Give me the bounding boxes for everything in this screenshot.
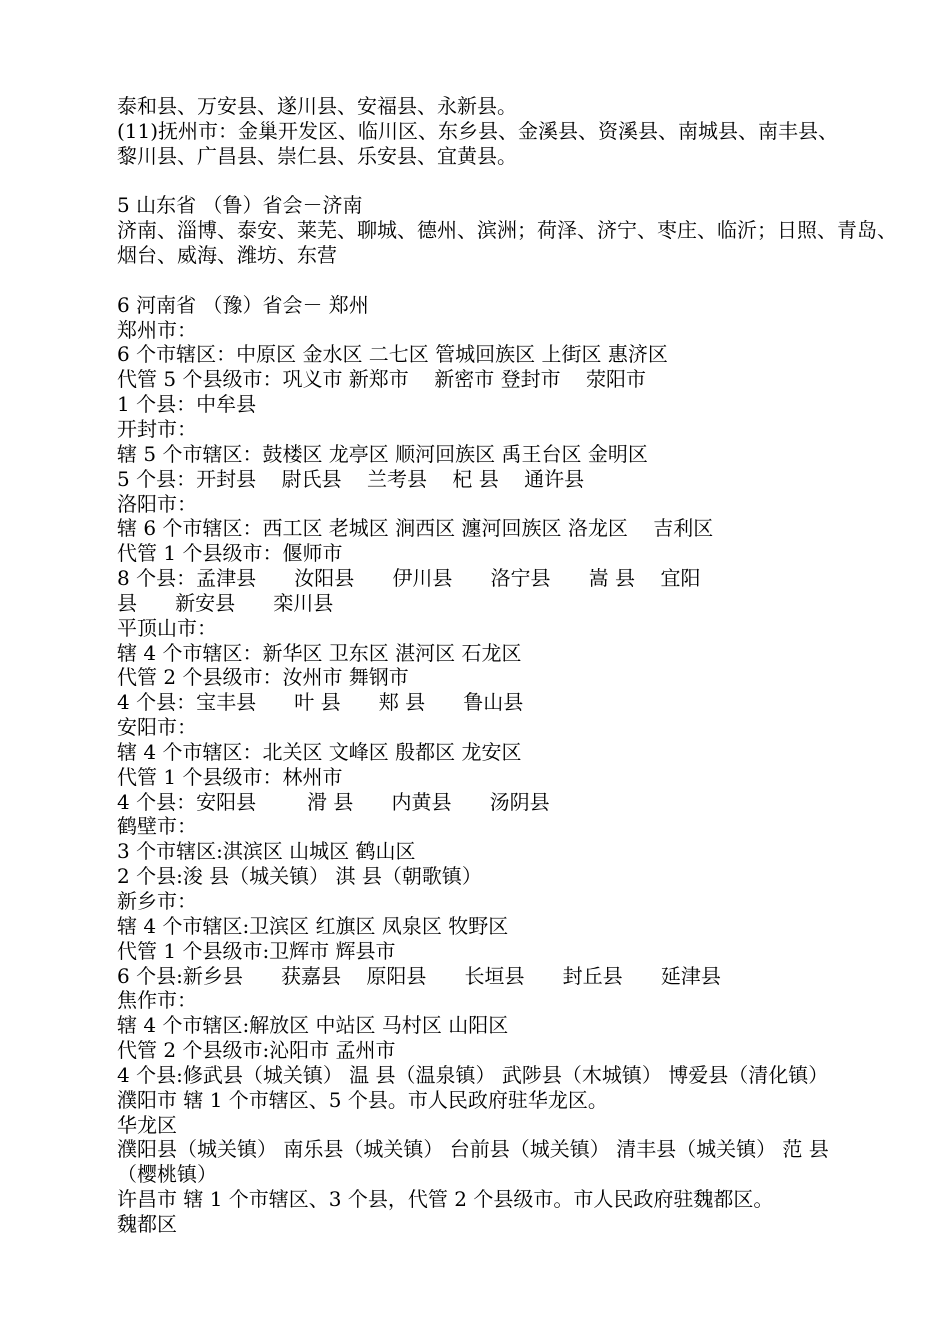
text-line: 郑州市： bbox=[117, 317, 197, 342]
text-line: 平顶山市： bbox=[117, 615, 217, 640]
text-line: 济南、淄博、泰安、莱芜、聊城、德州、滨洲；荷泽、济宁、枣庄、临沂；日照、青岛、 bbox=[117, 218, 897, 243]
text-line: 1 个县：中牟县 bbox=[117, 392, 257, 417]
text-line: 华龙区 bbox=[117, 1112, 177, 1137]
text-line: 洛阳市： bbox=[117, 491, 197, 516]
text-line: 辖 5 个市辖区：鼓楼区 龙亭区 顺河回族区 禹王台区 金明区 bbox=[117, 441, 648, 466]
blank-line bbox=[117, 268, 887, 293]
text-line: 代管 5 个县级市：巩义市 新郑市 新密市 登封市 荥阳市 bbox=[117, 367, 647, 392]
text-line: 黎川县、广昌县、崇仁县、乐安县、宜黄县。 bbox=[117, 143, 517, 168]
text-line: 4 个县：宝丰县 叶 县 郏 县 鲁山县 bbox=[117, 690, 524, 715]
blank-line bbox=[117, 169, 887, 194]
text-line: （樱桃镇） bbox=[117, 1162, 217, 1187]
text-line: 4 个县:修武县（城关镇） 温 县（温泉镇） 武陟县（木城镇） 博爱县（清化镇） bbox=[117, 1062, 829, 1087]
text-line: 代管 1 个县级市:卫辉市 辉县市 bbox=[117, 938, 396, 963]
text-line: 6 河南省 （豫）省会－ 郑州 bbox=[117, 292, 369, 317]
text-line: 焦作市： bbox=[117, 988, 197, 1013]
text-line: 县 新安县 栾川县 bbox=[117, 590, 334, 615]
text-line: 辖 4 个市辖区：新华区 卫东区 湛河区 石龙区 bbox=[117, 640, 522, 665]
text-line: 开封市： bbox=[117, 416, 197, 441]
text-line: 6 个市辖区：中原区 金水区 二七区 管城回族区 上街区 惠济区 bbox=[117, 342, 668, 367]
text-line: 3 个市辖区:淇滨区 山城区 鹤山区 bbox=[117, 839, 416, 864]
text-line: 烟台、威海、潍坊、东营 bbox=[117, 243, 337, 268]
text-line: 鹤壁市： bbox=[117, 814, 197, 839]
document-body bbox=[117, 94, 897, 1237]
text-line: 辖 4 个市辖区:解放区 中站区 马村区 山阳区 bbox=[117, 1013, 509, 1038]
text-line: 辖 6 个市辖区：西工区 老城区 涧西区 瀍河回族区 洛龙区 吉利区 bbox=[117, 516, 714, 541]
text-line: 新乡市： bbox=[117, 889, 197, 913]
text-line: 辖 4 个市辖区:卫滨区 红旗区 凤泉区 牧野区 bbox=[117, 913, 509, 938]
text-line: 5 个县：开封县 尉氏县 兰考县 杞 县 通许县 bbox=[117, 466, 585, 491]
text-line: 濮阳县（城关镇） 南乐县（城关镇） 台前县（城关镇） 清丰县（城关镇） 范 县 bbox=[117, 1137, 829, 1162]
text-line: 代管 2 个县级市：汝州市 舞钢市 bbox=[117, 665, 409, 690]
text-line: 辖 4 个市辖区：北关区 文峰区 殷都区 龙安区 bbox=[117, 739, 522, 764]
text-line: 8 个县：孟津县 汝阳县 伊川县 洛宁县 嵩 县 宜阳 bbox=[117, 566, 701, 591]
text-line: 5 山东省 （鲁）省会－济南 bbox=[117, 193, 363, 218]
text-line: 泰和县、万安县、遂川县、安福县、永新县。 bbox=[117, 94, 517, 118]
text-line: 2 个县:浚 县（城关镇） 淇 县（朝歌镇） bbox=[117, 864, 482, 889]
text-line: 6 个县:新乡县 获嘉县 原阳县 长垣县 封丘县 延津县 bbox=[117, 963, 721, 988]
text-line: (11)抚州市：金巢开发区、临川区、东乡县、金溪县、资溪县、南城县、南丰县、 bbox=[117, 118, 839, 143]
text-line: 代管 1 个县级市：偃师市 bbox=[117, 541, 343, 566]
text-line: 代管 2 个县级市:沁阳市 孟州市 bbox=[117, 1038, 396, 1063]
text-line: 魏都区 bbox=[117, 1211, 177, 1236]
text-line: 许昌市 辖 1 个市辖区、3 个县，代管 2 个县级市。市人民政府驻魏都区。 bbox=[117, 1187, 774, 1212]
text-line: 代管 1 个县级市：林州市 bbox=[117, 764, 343, 789]
text-line: 安阳市： bbox=[117, 715, 197, 740]
text-line: 濮阳市 辖 1 个市辖区、5 个县。市人民政府驻华龙区。 bbox=[117, 1087, 608, 1112]
text-line: 4 个县：安阳县 滑 县 内黄县 汤阴县 bbox=[117, 789, 550, 814]
